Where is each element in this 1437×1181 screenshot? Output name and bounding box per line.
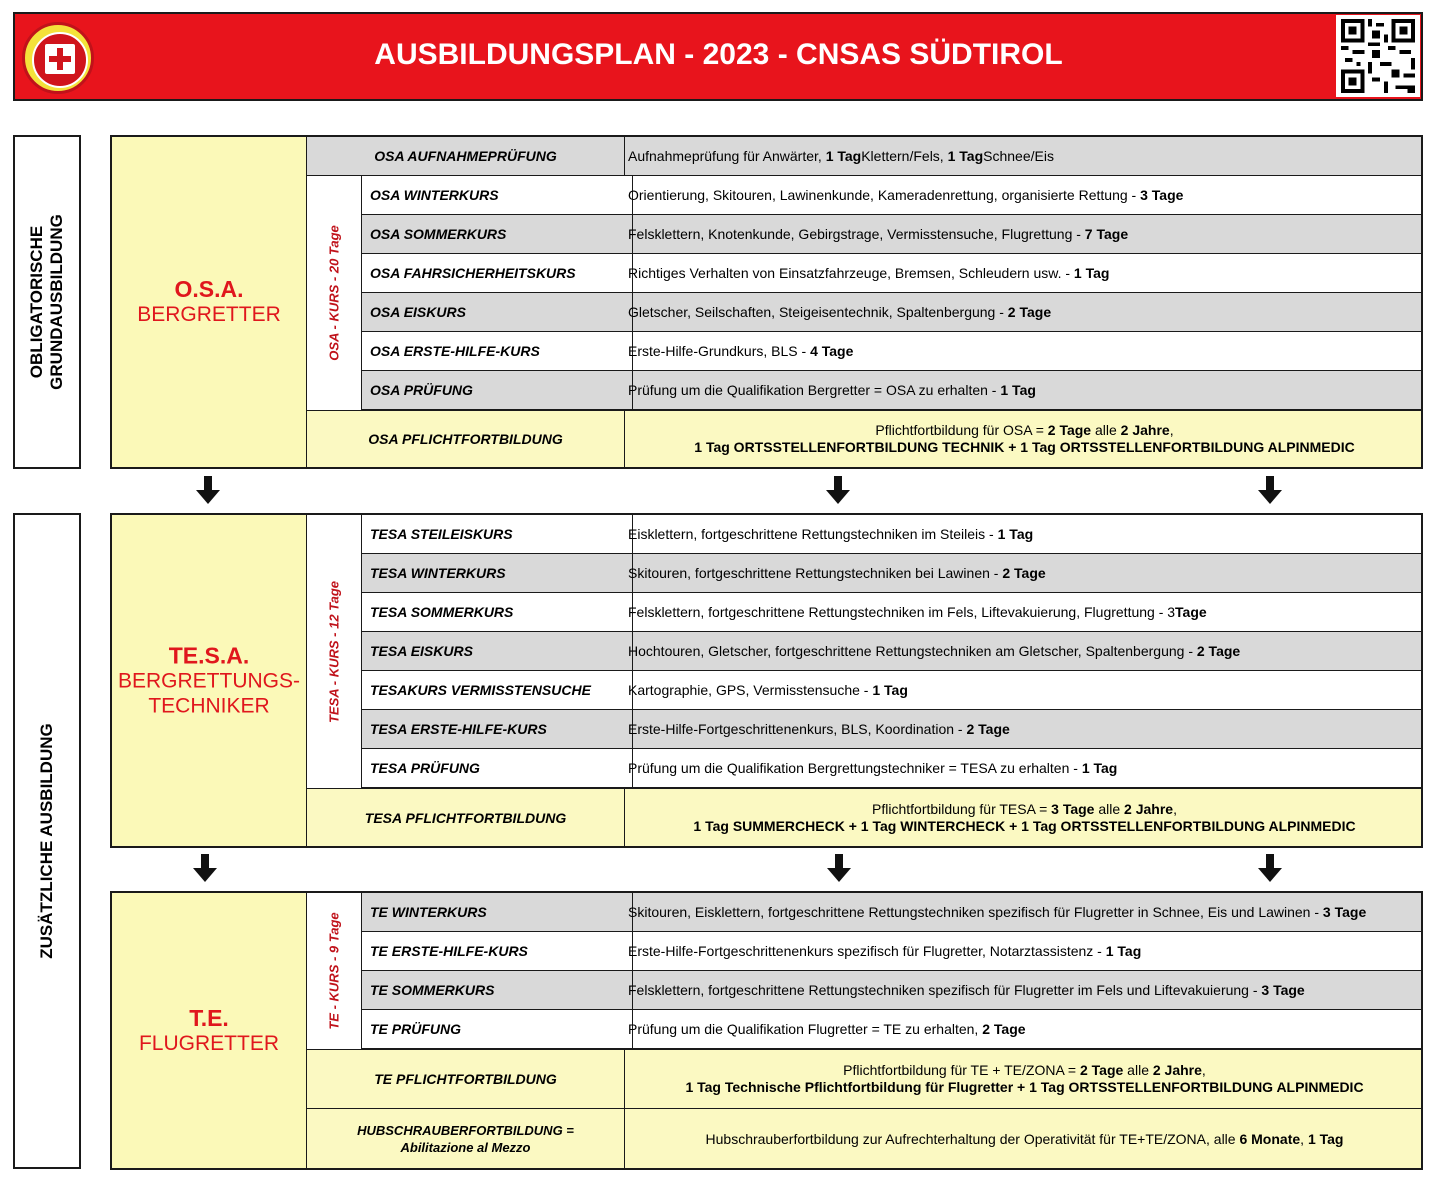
- pflicht-desc: Pflichtfortbildung für OSA = 2 Tage alle 2 Jahre, 1 Tag ORTSSTELLENFORTBILDUNG TECHNIK + 1 Tag ORTSSTELLENFORTBILDUNG ALPINMEDIC: [694, 422, 1355, 455]
- pflicht-desc: Pflichtfortbildung für TE + TE/ZONA = 2 Tage alle 2 Jahre, 1 Tag Technische Pflichtfortbildung für Flugretter + 1 Tag ORTSSTELLENFORTBILDUNG ALPINMEDIC: [685, 1062, 1364, 1095]
- course-name: TESA WINTERKURS: [362, 554, 633, 592]
- course-desc: Erste-Hilfe-Grundkurs, BLS - 4 Tage: [628, 343, 854, 359]
- course-row: [362, 293, 1421, 332]
- course-row: [362, 176, 1421, 215]
- course-desc: Skitouren, fortgeschrittene Rettungstechniken bei Lawinen - 2 Tage: [628, 565, 1046, 581]
- course-desc: Orientierung, Skitouren, Lawinenkunde, Kameradenrettung, organisierte Rettung - 3 Tage: [628, 187, 1184, 203]
- course-row: [362, 593, 1421, 632]
- course-row: [362, 749, 1421, 788]
- heli-desc: Hubschrauberfortbildung zur Aufrechterhaltung der Operativität für TE+TE/ZONA, alle 6 Monate, 1 Tag: [705, 1130, 1344, 1147]
- pflicht-desc: Pflichtfortbildung für TESA = 3 Tage alle 2 Jahre, 1 Tag SUMMERCHECK + 1 Tag WINTERCHECK + 1 Tag ORTSSTELLENFORTBILDUNG ALPINMEDIC: [693, 800, 1356, 834]
- pflicht-name: TE PFLICHTFORTBILDUNG: [307, 1050, 625, 1108]
- course-name: TESA EISKURS: [362, 632, 633, 670]
- course-desc: Skitouren, Eisklettern, fortgeschrittene Rettungstechniken spezifisch für Flugretter in Schnee, Eis und Lawinen - 3 Tage: [628, 904, 1367, 920]
- course-row: [362, 554, 1421, 593]
- course-desc: Prüfung um die Qualifikation Bergrettungstechniker = TESA zu erhalten - 1 Tag: [628, 760, 1118, 776]
- osa-course-label: [307, 176, 362, 410]
- course-row: [307, 137, 1421, 176]
- osa-section: [110, 135, 1423, 469]
- course-desc: Prüfung um die Qualifikation Bergretter = OSA zu erhalten - 1 Tag: [628, 382, 1036, 398]
- course-name: OSA AUFNAHMEPRÜFUNG: [307, 137, 625, 175]
- course-name: TESA SOMMERKURS: [362, 593, 633, 631]
- te-abbr: T.E.: [189, 1004, 229, 1031]
- course-row: [362, 971, 1421, 1010]
- course-row: [362, 332, 1421, 371]
- course-name: TESA STEILEISKURS: [362, 515, 633, 553]
- pflicht-row: [307, 788, 1421, 846]
- course-desc: Hochtouren, Gletscher, fortgeschrittene Rettungstechniken am Gletscher, Spaltenbergung - 2 Tage: [628, 643, 1241, 659]
- course-name: TE ERSTE-HILFE-KURS: [362, 932, 633, 970]
- course-name: TESAKURS VERMISSTENSUCHE: [362, 671, 633, 709]
- course-row: [362, 254, 1421, 293]
- osa-course-list: [362, 176, 1421, 410]
- course-name: OSA ERSTE-HILFE-KURS: [362, 332, 633, 370]
- tesa-name-1: BERGRETTUNGS-: [117, 669, 300, 692]
- osa-title-block: [112, 137, 307, 467]
- course-name: OSA FAHRSICHERHEITSKURS: [362, 254, 633, 292]
- course-name: OSA WINTERKURS: [362, 176, 633, 214]
- course-desc: Aufnahmeprüfung für Anwärter, 1 Tag Klettern/Fels, 1 Tag Schnee/Eis: [628, 148, 1054, 164]
- down-arrow-icon: [1262, 854, 1278, 882]
- te-course-list: [362, 893, 1421, 1049]
- page-title: AUSBILDUNGSPLAN - 2023 - CNSAS SÜDTIROL: [374, 38, 1063, 71]
- course-desc: Felsklettern, fortgeschrittene Rettungstechniken im Fels, Liftevakuierung, Flugrettung - 3 Tage: [628, 604, 1207, 620]
- side-label-obligatory: [13, 135, 81, 469]
- down-arrow-icon: [830, 476, 846, 504]
- course-row: [362, 371, 1421, 410]
- pflicht-row: [307, 410, 1421, 467]
- tesa-abbr: TE.S.A.: [168, 642, 250, 668]
- heli-name: HUBSCHRAUBERFORTBILDUNG = Abilitazione al Mezzo: [307, 1109, 625, 1168]
- course-row: [362, 710, 1421, 749]
- te-name: FLUGRETTER: [138, 1031, 279, 1055]
- course-desc: Erste-Hilfe-Fortgeschrittenenkurs spezifisch für Flugretter, Notarztassistenz - 1 Tag: [628, 943, 1142, 959]
- osa-name: BERGRETTER: [137, 303, 281, 326]
- course-name: OSA SOMMERKURS: [362, 215, 633, 253]
- course-desc: Felsklettern, Knotenkunde, Gebirgstrage, Vermisstensuche, Flugrettung - 7 Tage: [628, 226, 1129, 242]
- side-label-line2: GRUNDAUSBILDUNG: [47, 214, 66, 390]
- te-section: [110, 891, 1423, 1170]
- osa-abbr: O.S.A.: [174, 276, 244, 302]
- course-name: OSA EISKURS: [362, 293, 633, 331]
- down-arrow-icon: [200, 476, 216, 504]
- heli-row: [307, 1109, 1421, 1168]
- down-arrow-icon: [197, 854, 213, 882]
- tesa-course-label: [307, 515, 362, 788]
- pflicht-name: OSA PFLICHTFORTBILDUNG: [307, 411, 625, 467]
- course-desc: Richtiges Verhalten von Einsatzfahrzeuge, Bremsen, Schleudern usw. - 1 Tag: [628, 265, 1110, 281]
- course-row: [362, 1010, 1421, 1049]
- side-label-text: ZUSÄTZLICHE AUSBILDUNG: [37, 723, 56, 959]
- side-label-line1: OBLIGATORISCHE: [27, 225, 46, 379]
- course-desc: Prüfung um die Qualifikation Flugretter = TE zu erhalten, 2 Tage: [628, 1021, 1026, 1037]
- pflicht-row: [307, 1049, 1421, 1109]
- course-name: OSA PRÜFUNG: [362, 371, 633, 409]
- tesa-title-block: [112, 515, 307, 846]
- down-arrow-icon: [1262, 476, 1278, 504]
- course-row: [362, 932, 1421, 971]
- tesa-course-list: [362, 515, 1421, 788]
- course-label-text: OSA - KURS - 20 Tage: [326, 225, 342, 361]
- course-row: [362, 671, 1421, 710]
- course-desc: Felsklettern, fortgeschrittene Rettungstechniken spezifisch für Flugretter im Fels und Liftevakuierung - 3 Tage: [628, 982, 1305, 998]
- course-name: TESA ERSTE-HILFE-KURS: [362, 710, 633, 748]
- course-row: [362, 215, 1421, 254]
- pflicht-name: TESA PFLICHTFORTBILDUNG: [307, 789, 625, 846]
- course-label-text: TE - KURS - 9 Tage: [326, 912, 342, 1030]
- course-name: TESA PRÜFUNG: [362, 749, 633, 787]
- tesa-name-2: TECHNIKER: [148, 694, 270, 717]
- course-row: [362, 515, 1421, 554]
- course-row: [362, 632, 1421, 671]
- course-name: TE SOMMERKURS: [362, 971, 633, 1009]
- course-desc: Erste-Hilfe-Fortgeschrittenenkurs, BLS, Koordination - 2 Tage: [628, 721, 1010, 737]
- side-label-additional: [13, 513, 81, 1169]
- te-title-block: [112, 893, 307, 1168]
- tesa-section: [110, 513, 1423, 848]
- course-desc: Kartographie, GPS, Vermisstensuche - 1 Tag: [628, 682, 908, 698]
- course-row: [362, 893, 1421, 932]
- qr-code-icon: [1336, 15, 1420, 97]
- course-name: TE WINTERKURS: [362, 893, 633, 931]
- te-course-label: [307, 893, 362, 1049]
- course-label-text: TESA - KURS - 12 Tage: [326, 580, 342, 723]
- course-desc: Gletscher, Seilschaften, Steigeisentechnik, Spaltenbergung - 2 Tage: [628, 304, 1052, 320]
- course-desc: Eisklettern, fortgeschrittene Rettungstechniken im Steileis - 1 Tag: [628, 526, 1034, 542]
- course-name: TE PRÜFUNG: [362, 1010, 633, 1048]
- down-arrow-icon: [831, 854, 847, 882]
